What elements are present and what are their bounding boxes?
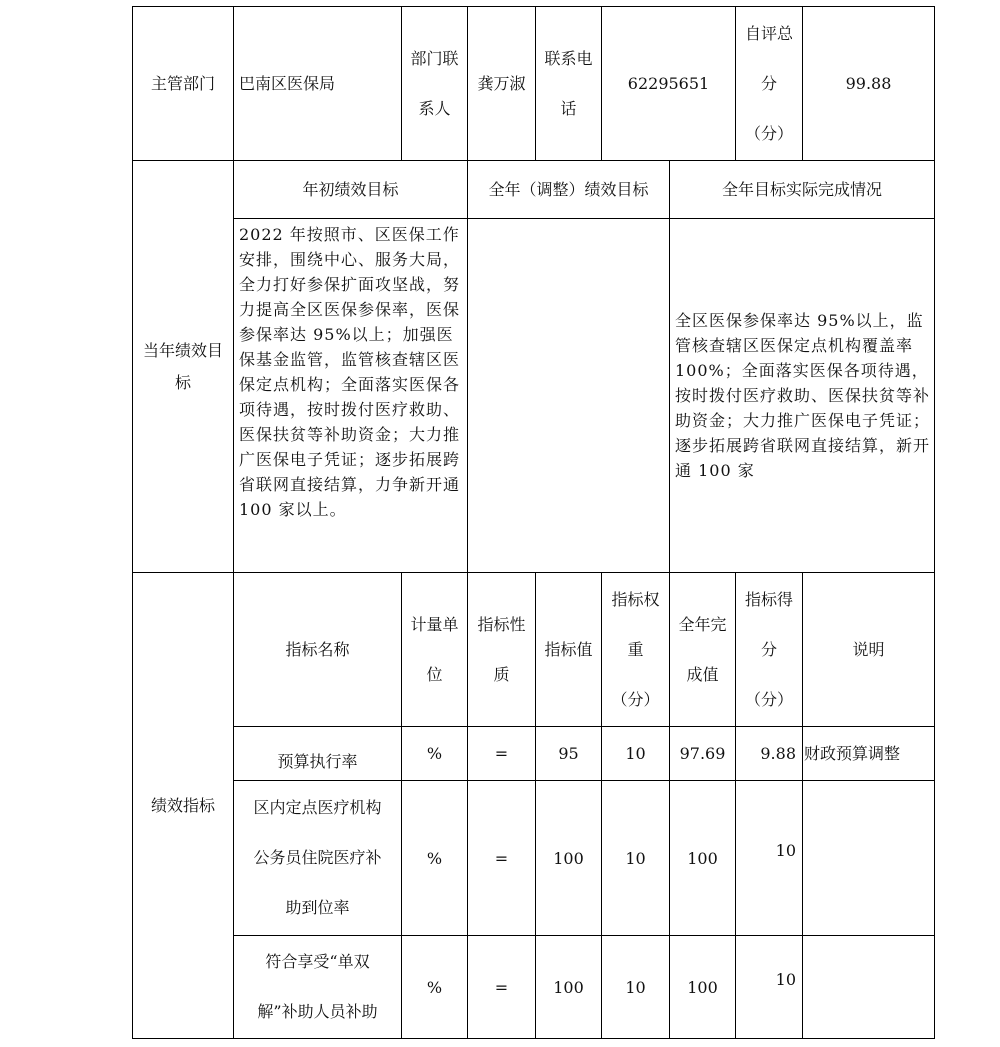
indicator-note [803, 936, 935, 1039]
indicators-header-score: 指标得 分 （分） [736, 573, 803, 727]
dept-label: 主管部门 [133, 7, 234, 161]
indicators-header-nature: 指标性 质 [468, 573, 536, 727]
indicator-weight: 10 [602, 781, 670, 936]
indicators-header-value: 指标值 [536, 573, 602, 727]
indicator-weight: 10 [602, 936, 670, 1039]
indicators-row-label: 绩效指标 [133, 573, 234, 1039]
indicators-header-weight: 指标权 重 （分） [602, 573, 670, 727]
contact-label: 部门联 系人 [402, 7, 468, 161]
goals-adjusted-text [468, 219, 670, 573]
score-value: 99.88 [803, 7, 935, 161]
indicator-score: 9.88 [736, 727, 803, 781]
indicator-unit: % [402, 936, 468, 1039]
table-row [133, 936, 935, 1039]
goals-col-initial: 年初绩效目标 [234, 161, 468, 219]
contact-value: 龚万淑 [468, 7, 536, 161]
goals-col-adjusted: 全年（调整）绩效目标 [468, 161, 670, 219]
indicator-note: 财政预算调整 [803, 727, 935, 781]
indicator-name: 符合享受“单双 解”补助人员补助 [234, 936, 402, 1039]
phone-label: 联系电 话 [536, 7, 602, 161]
indicator-note [803, 781, 935, 936]
phone-value: 62295651 [602, 7, 736, 161]
table-row [133, 781, 935, 936]
goals-actual-text: 全区医保参保率达 95%以上，监管核查辖区医保定点机构覆盖率 100%；全面落实医保各项待遇，按时拨付医疗救助、医保扶贫等补助资金；大力推广医保电子凭证；逐步拓展跨省联网直接结算，新开通 100 家 [670, 219, 935, 573]
goals-row-label: 当年绩效目 标 [133, 161, 234, 573]
indicators-header-name: 指标名称 [234, 573, 402, 727]
indicator-name: 区内定点医疗机构 公务员住院医疗补 助到位率 [234, 781, 402, 936]
indicator-actual: 97.69 [670, 727, 736, 781]
indicators-header-row [133, 573, 935, 727]
indicator-value: 100 [536, 781, 602, 936]
indicator-nature: = [468, 727, 536, 781]
indicator-score: 10 [775, 840, 796, 860]
score-label: 自评总 分 （分） [736, 7, 803, 161]
indicator-actual: 100 [670, 936, 736, 1039]
indicators-header-note: 说明 [803, 573, 935, 727]
performance-form-table [132, 6, 935, 1039]
goals-initial-text: 2022 年按照市、区医保工作安排，围绕中心、服务大局，全力打好参保扩面攻坚战，努力提高全区医保参保率，医保参保率达 95%以上；加强医保基金监管，监管核查辖区医保定点机构；全面落实医保各项待遇，按时拨付医疗救助、医保扶贫等补助资金；大力推广医保电子凭证；逐步拓展跨省联网直接结算，力争新开通 100 家以上。 [234, 219, 468, 573]
goals-content-row [133, 219, 935, 573]
indicator-value: 100 [536, 936, 602, 1039]
indicator-weight: 10 [602, 727, 670, 781]
goals-col-actual: 全年目标实际完成情况 [670, 161, 935, 219]
indicator-actual: 100 [670, 781, 736, 936]
indicator-score: 10 [775, 969, 796, 989]
dept-value: 巴南区医保局 [234, 7, 402, 161]
goals-header-row [133, 161, 935, 219]
header-row [133, 7, 935, 161]
indicator-nature: = [468, 781, 536, 936]
table-row [133, 727, 935, 781]
indicators-header-unit: 计量单 位 [402, 573, 468, 727]
indicator-nature: = [468, 936, 536, 1039]
indicator-unit: % [402, 727, 468, 781]
indicator-value: 95 [536, 727, 602, 781]
indicator-unit: % [402, 781, 468, 936]
indicator-name: 预算执行率 [234, 727, 402, 781]
indicators-header-actual: 全年完 成值 [670, 573, 736, 727]
